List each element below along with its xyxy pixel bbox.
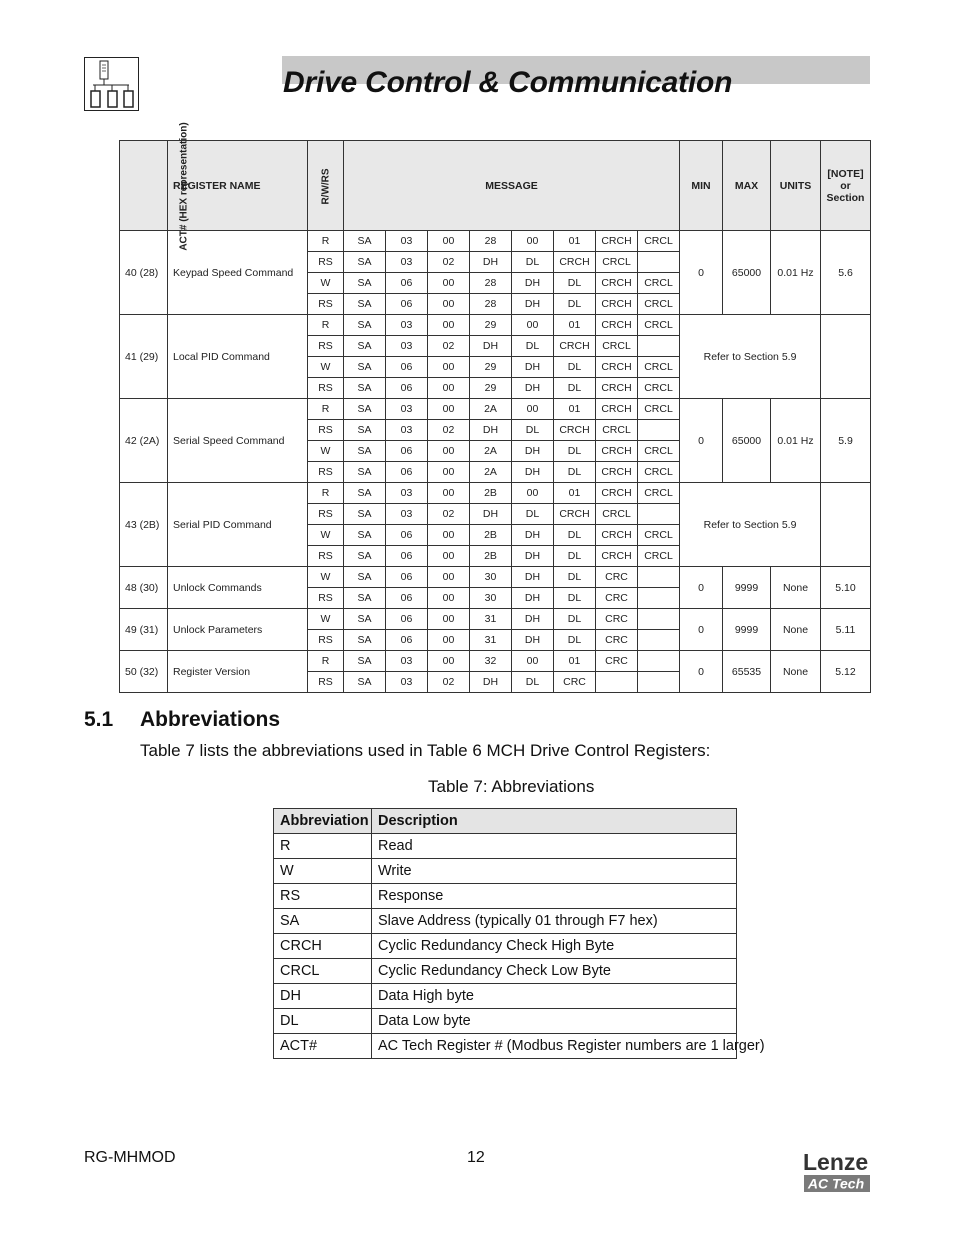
message-cell: CRC <box>554 672 596 693</box>
svg-text:AC Tech: AC Tech <box>807 1175 865 1192</box>
rw-cell: RS <box>308 420 344 441</box>
message-cell: CRCH <box>596 378 638 399</box>
act-cell: 42 (2A) <box>120 399 168 483</box>
message-cell <box>638 609 680 630</box>
note-cell: 5.11 <box>821 609 871 651</box>
rw-cell: RS <box>308 252 344 273</box>
message-cell: SA <box>344 336 386 357</box>
message-cell: 00 <box>512 315 554 336</box>
description-cell: Write <box>372 859 737 884</box>
message-cell: CRCL <box>638 357 680 378</box>
message-cell: CRCL <box>596 420 638 441</box>
message-cell: SA <box>344 504 386 525</box>
message-cell: CRCH <box>596 231 638 252</box>
message-cell: 06 <box>386 462 428 483</box>
description-cell: Cyclic Redundancy Check Low Byte <box>372 959 737 984</box>
message-cell: 00 <box>428 315 470 336</box>
message-cell: DH <box>470 672 512 693</box>
message-cell: DH <box>470 336 512 357</box>
message-cell: CRCL <box>638 231 680 252</box>
act-header: ACT# (HEX representation) <box>120 141 168 231</box>
message-cell: DL <box>554 273 596 294</box>
message-cell: 2A <box>470 462 512 483</box>
message-cell: 00 <box>428 483 470 504</box>
message-cell: 01 <box>554 399 596 420</box>
register-name-cell: Local PID Command <box>168 315 308 399</box>
register-name-cell: Unlock Parameters <box>168 609 308 651</box>
message-cell: 30 <box>470 588 512 609</box>
message-cell: 00 <box>428 357 470 378</box>
message-cell: DL <box>554 546 596 567</box>
message-cell: DL <box>554 462 596 483</box>
message-cell: 00 <box>428 273 470 294</box>
message-cell: CRCH <box>596 546 638 567</box>
rw-cell: W <box>308 567 344 588</box>
message-cell: SA <box>344 588 386 609</box>
message-cell: SA <box>344 273 386 294</box>
message-cell: CRCH <box>554 504 596 525</box>
act-cell: 49 (31) <box>120 609 168 651</box>
message-cell: CRCH <box>596 399 638 420</box>
message-cell: SA <box>344 567 386 588</box>
units-cell: 0.01 Hz <box>771 399 821 483</box>
message-cell: CRCL <box>596 336 638 357</box>
message-cell: DL <box>512 420 554 441</box>
message-cell: 00 <box>428 294 470 315</box>
note-cell: 5.9 <box>821 399 871 483</box>
description-cell: Data High byte <box>372 984 737 1009</box>
lenze-logo <box>803 1149 871 1193</box>
message-cell: DL <box>512 504 554 525</box>
message-cell <box>638 336 680 357</box>
rw-cell: RS <box>308 588 344 609</box>
message-cell: DH <box>512 630 554 651</box>
message-cell: CRCL <box>638 273 680 294</box>
message-cell: CRCH <box>596 294 638 315</box>
message-cell: SA <box>344 609 386 630</box>
message-cell: 01 <box>554 231 596 252</box>
abbreviation-cell: DH <box>274 984 372 1009</box>
message-cell: CRCL <box>638 483 680 504</box>
message-cell: 03 <box>386 231 428 252</box>
message-cell: 31 <box>470 609 512 630</box>
table-row <box>120 609 871 630</box>
message-cell: 06 <box>386 294 428 315</box>
register-table-header <box>120 141 871 231</box>
message-cell: SA <box>344 315 386 336</box>
message-cell: 00 <box>428 609 470 630</box>
rw-cell: R <box>308 231 344 252</box>
min-cell: 0 <box>680 231 723 315</box>
table-row <box>274 984 737 1009</box>
message-cell: DL <box>554 609 596 630</box>
abbreviation-cell: DL <box>274 1009 372 1034</box>
message-cell <box>638 567 680 588</box>
act-cell: 50 (32) <box>120 651 168 693</box>
rw-cell: W <box>308 441 344 462</box>
rw-cell: R <box>308 315 344 336</box>
message-cell: 02 <box>428 672 470 693</box>
message-cell: 06 <box>386 609 428 630</box>
units-cell: 0.01 Hz <box>771 231 821 315</box>
message-cell: 06 <box>386 357 428 378</box>
message-cell: SA <box>344 231 386 252</box>
message-cell: CRCH <box>596 273 638 294</box>
section-paragraph: Table 7 lists the abbreviations used in Table 6 MCH Drive Control Registers: <box>140 741 711 760</box>
note-cell: 5.6 <box>821 231 871 315</box>
message-cell: SA <box>344 399 386 420</box>
message-cell: DL <box>554 588 596 609</box>
message-cell: 02 <box>428 252 470 273</box>
register-name-header: REGISTER NAME <box>168 141 308 231</box>
rw-header: R/W/RS <box>308 141 344 231</box>
table-row <box>274 959 737 984</box>
note-cell <box>821 315 871 399</box>
message-cell: 06 <box>386 378 428 399</box>
message-cell: DL <box>512 336 554 357</box>
table-row <box>120 483 871 504</box>
message-cell: DH <box>470 420 512 441</box>
message-cell: SA <box>344 294 386 315</box>
message-cell: SA <box>344 441 386 462</box>
message-cell: DH <box>512 378 554 399</box>
message-cell: CRCL <box>596 504 638 525</box>
message-cell: SA <box>344 420 386 441</box>
message-cell: CRCH <box>554 252 596 273</box>
message-cell: DL <box>554 441 596 462</box>
message-cell: CRCL <box>638 462 680 483</box>
message-cell: 02 <box>428 420 470 441</box>
units-cell: None <box>771 567 821 609</box>
message-cell: 03 <box>386 672 428 693</box>
message-cell: CRC <box>596 567 638 588</box>
message-cell: CRC <box>596 588 638 609</box>
message-cell <box>638 630 680 651</box>
abbreviations-table <box>273 808 765 1059</box>
section-title: Abbreviations <box>140 708 281 731</box>
message-cell: CRC <box>596 630 638 651</box>
message-cell: 03 <box>386 252 428 273</box>
max-header: MAX <box>723 141 771 231</box>
message-cell: 28 <box>470 294 512 315</box>
register-name-cell: Serial Speed Command <box>168 399 308 483</box>
message-cell: CRCH <box>596 357 638 378</box>
message-cell: DL <box>554 294 596 315</box>
rw-cell: W <box>308 525 344 546</box>
message-cell: 00 <box>428 525 470 546</box>
message-cell: 00 <box>428 567 470 588</box>
message-cell: DL <box>554 630 596 651</box>
message-cell: DH <box>512 273 554 294</box>
description-cell: Read <box>372 834 737 859</box>
message-cell: DH <box>470 504 512 525</box>
message-cell: 02 <box>428 504 470 525</box>
register-table-body <box>120 231 871 693</box>
message-cell: CRC <box>596 609 638 630</box>
rw-cell: W <box>308 273 344 294</box>
register-name-cell: Unlock Commands <box>168 567 308 609</box>
message-cell: 03 <box>386 504 428 525</box>
message-cell: CRCL <box>638 378 680 399</box>
description-cell: Response <box>372 884 737 909</box>
note-cell <box>821 483 871 567</box>
rw-cell: RS <box>308 336 344 357</box>
table-row <box>120 399 871 420</box>
message-cell: 06 <box>386 567 428 588</box>
refer-cell: Refer to Section 5.9 <box>680 483 821 567</box>
message-cell: DH <box>512 462 554 483</box>
abbreviation-cell: RS <box>274 884 372 909</box>
message-cell: DH <box>512 441 554 462</box>
message-cell <box>638 672 680 693</box>
max-cell: 65535 <box>723 651 771 693</box>
message-cell: SA <box>344 357 386 378</box>
note-cell: 5.10 <box>821 567 871 609</box>
page-title: Drive Control & Communication <box>283 66 733 99</box>
message-cell: DH <box>512 588 554 609</box>
message-cell: CRCH <box>596 462 638 483</box>
message-cell: 00 <box>428 546 470 567</box>
message-cell: 00 <box>428 378 470 399</box>
message-cell: 00 <box>428 651 470 672</box>
rw-cell: R <box>308 483 344 504</box>
register-name-cell: Register Version <box>168 651 308 693</box>
message-cell <box>638 252 680 273</box>
rw-cell: R <box>308 399 344 420</box>
message-cell: 06 <box>386 273 428 294</box>
rw-cell: R <box>308 651 344 672</box>
abbreviations-header-row <box>274 809 737 834</box>
units-cell: None <box>771 651 821 693</box>
table-row <box>274 834 737 859</box>
message-cell: DH <box>512 525 554 546</box>
message-cell: CRCL <box>638 399 680 420</box>
message-cell: CRCH <box>554 420 596 441</box>
message-cell: CRCL <box>596 252 638 273</box>
table-row <box>274 1009 737 1034</box>
register-table <box>119 121 871 693</box>
message-cell: 2B <box>470 546 512 567</box>
message-cell: 2B <box>470 525 512 546</box>
message-cell: DH <box>512 294 554 315</box>
message-cell: 06 <box>386 630 428 651</box>
message-cell: 29 <box>470 378 512 399</box>
message-cell: 06 <box>386 525 428 546</box>
description-cell: Data Low byte <box>372 1009 737 1034</box>
message-cell <box>638 588 680 609</box>
min-cell: 0 <box>680 399 723 483</box>
message-cell: 06 <box>386 546 428 567</box>
message-cell: CRCH <box>596 483 638 504</box>
message-cell: CRCL <box>638 525 680 546</box>
message-cell: 00 <box>428 399 470 420</box>
message-cell: DL <box>512 672 554 693</box>
section-number: 5.1 <box>84 708 114 731</box>
message-cell: 01 <box>554 315 596 336</box>
rw-cell: RS <box>308 672 344 693</box>
message-cell: 03 <box>386 483 428 504</box>
min-header: MIN <box>680 141 723 231</box>
message-cell: 00 <box>428 441 470 462</box>
table-row <box>274 859 737 884</box>
table-row <box>274 909 737 934</box>
message-cell: 01 <box>554 483 596 504</box>
act-cell: 41 (29) <box>120 315 168 399</box>
message-cell: CRCL <box>638 315 680 336</box>
table-row <box>120 315 871 336</box>
message-cell: DL <box>554 378 596 399</box>
act-cell: 40 (28) <box>120 231 168 315</box>
abbreviation-cell: R <box>274 834 372 859</box>
max-cell: 65000 <box>723 231 771 315</box>
message-cell: 32 <box>470 651 512 672</box>
message-cell: 00 <box>428 630 470 651</box>
act-cell: 43 (2B) <box>120 483 168 567</box>
min-cell: 0 <box>680 651 723 693</box>
message-cell <box>638 651 680 672</box>
message-cell: CRCH <box>596 525 638 546</box>
rw-cell: RS <box>308 462 344 483</box>
message-cell: 2A <box>470 441 512 462</box>
message-cell: 01 <box>554 651 596 672</box>
message-cell: 00 <box>512 483 554 504</box>
act-cell: 48 (30) <box>120 567 168 609</box>
table-row <box>120 567 871 588</box>
max-cell: 9999 <box>723 567 771 609</box>
message-cell: CRCH <box>596 315 638 336</box>
svg-text:Lenze: Lenze <box>803 1149 869 1175</box>
message-cell: CRCH <box>596 441 638 462</box>
table-row <box>274 1034 737 1059</box>
table-caption: Table 7: Abbreviations <box>428 777 595 796</box>
table-row <box>120 231 871 252</box>
message-cell: SA <box>344 483 386 504</box>
description-cell: Cyclic Redundancy Check High Byte <box>372 934 737 959</box>
min-cell: 0 <box>680 567 723 609</box>
register-name-cell: Keypad Speed Command <box>168 231 308 315</box>
message-cell: SA <box>344 252 386 273</box>
message-cell: DL <box>554 525 596 546</box>
description-header: Description <box>372 809 737 834</box>
units-cell: None <box>771 609 821 651</box>
message-cell: 03 <box>386 651 428 672</box>
message-cell: CRCH <box>554 336 596 357</box>
message-cell: CRCL <box>638 441 680 462</box>
network-diagram-icon <box>84 57 139 111</box>
message-cell: 06 <box>386 588 428 609</box>
rw-cell: RS <box>308 504 344 525</box>
message-cell: 03 <box>386 399 428 420</box>
max-cell: 65000 <box>723 399 771 483</box>
message-cell: 2A <box>470 399 512 420</box>
message-cell: SA <box>344 630 386 651</box>
rw-cell: RS <box>308 546 344 567</box>
message-cell <box>638 420 680 441</box>
message-cell: 00 <box>512 399 554 420</box>
abbreviations-body <box>274 834 765 1059</box>
message-cell: 30 <box>470 567 512 588</box>
message-cell: 03 <box>386 420 428 441</box>
message-header: MESSAGE <box>344 141 680 231</box>
message-cell: DH <box>512 567 554 588</box>
message-cell: 00 <box>512 651 554 672</box>
message-cell: SA <box>344 462 386 483</box>
message-cell: 00 <box>428 231 470 252</box>
message-cell: DL <box>554 357 596 378</box>
rw-cell: W <box>308 357 344 378</box>
message-cell: DH <box>512 357 554 378</box>
message-cell: CRCL <box>638 294 680 315</box>
message-cell: SA <box>344 378 386 399</box>
message-cell: 00 <box>428 588 470 609</box>
message-cell <box>638 504 680 525</box>
message-cell: 02 <box>428 336 470 357</box>
register-name-cell: Serial PID Command <box>168 483 308 567</box>
message-cell: 03 <box>386 336 428 357</box>
units-header: UNITS <box>771 141 821 231</box>
message-cell: 00 <box>512 231 554 252</box>
description-cell: AC Tech Register # (Modbus Register numbers are 1 larger) <box>372 1034 737 1059</box>
abbreviation-cell: CRCH <box>274 934 372 959</box>
message-cell: DH <box>512 609 554 630</box>
min-cell: 0 <box>680 609 723 651</box>
page-number: 12 <box>467 1149 485 1166</box>
message-cell: DL <box>512 252 554 273</box>
message-cell: 06 <box>386 441 428 462</box>
message-cell <box>596 672 638 693</box>
table-row <box>120 651 871 672</box>
table-row <box>274 934 737 959</box>
message-cell: DH <box>512 546 554 567</box>
message-cell: SA <box>344 525 386 546</box>
message-cell: 28 <box>470 231 512 252</box>
message-cell: DH <box>470 252 512 273</box>
document-id: RG-MHMOD <box>84 1149 176 1166</box>
description-cell: Slave Address (typically 01 through F7 hex) <box>372 909 737 934</box>
message-cell: 00 <box>428 462 470 483</box>
rw-cell: RS <box>308 378 344 399</box>
table-row <box>274 884 737 909</box>
message-cell: SA <box>344 546 386 567</box>
note-cell: 5.12 <box>821 651 871 693</box>
refer-cell: Refer to Section 5.9 <box>680 315 821 399</box>
message-cell: 29 <box>470 315 512 336</box>
message-cell: CRCL <box>638 546 680 567</box>
abbreviation-cell: W <box>274 859 372 884</box>
message-cell: 28 <box>470 273 512 294</box>
max-cell: 9999 <box>723 609 771 651</box>
message-cell: 03 <box>386 315 428 336</box>
abbreviation-cell: CRCL <box>274 959 372 984</box>
message-cell: CRC <box>596 651 638 672</box>
message-cell: 2B <box>470 483 512 504</box>
message-cell: SA <box>344 651 386 672</box>
message-cell: DL <box>554 567 596 588</box>
message-cell: 31 <box>470 630 512 651</box>
message-cell: 29 <box>470 357 512 378</box>
note-header: [NOTE] or Section <box>821 141 871 231</box>
rw-cell: RS <box>308 630 344 651</box>
abbreviation-cell: ACT# <box>274 1034 372 1059</box>
rw-cell: W <box>308 609 344 630</box>
abbreviation-cell: SA <box>274 909 372 934</box>
message-cell: SA <box>344 672 386 693</box>
abbreviation-header: Abbreviation <box>274 809 372 834</box>
rw-cell: RS <box>308 294 344 315</box>
